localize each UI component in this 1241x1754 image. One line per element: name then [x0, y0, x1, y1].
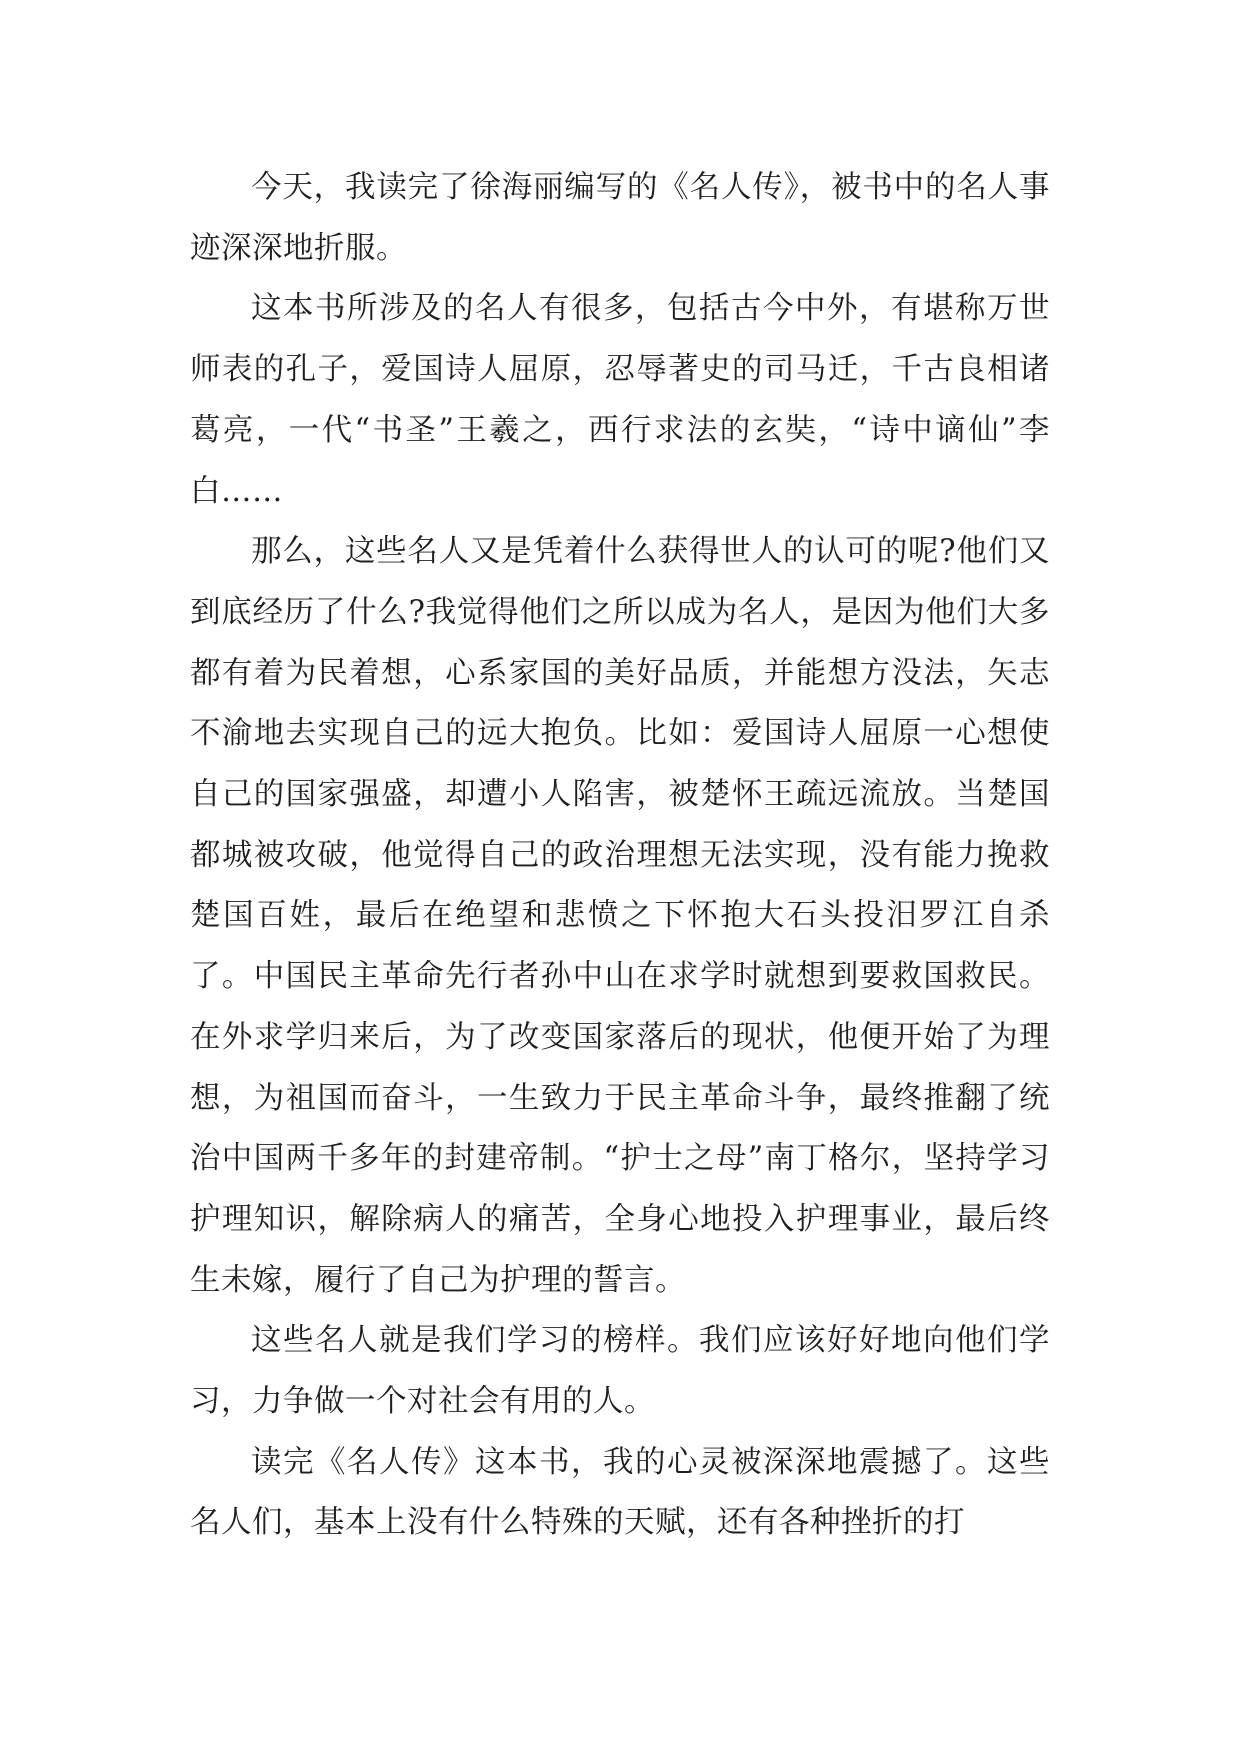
- paragraph-examples: 那么，这些名人又是凭着什么获得世人的认可的呢?他们又到底经历了什么?我觉得他们之所以成为名人，是因为他们大多都有着为民着想，心系家国的美好品质，并能想方没法，矢志不渝地去实现自己的远大抱负。比如：爱国诗人屈原一心想使自己的国家强盛，却遭小人陷害，被楚怀王疏远流放。当楚国都城被攻破，他觉得自己的政治理想无法实现，没有能力挽救楚国百姓，最后在绝望和悲愤之下怀抱大石头投汨罗江自杀了。中国民主革命先行者孙中山在求学时就想到要救国救民。在外求学归来后，为了改变国家落后的现状，他便开始了为理想，为祖国而奋斗，一生致力于民主革命斗争，最终推翻了统治中国两千多年的封建帝制。“护士之母”南丁格尔，坚持学习护理知识，解除病人的痛苦，全身心地投入护理事业，最后终生未嫁，履行了自己为护理的誓言。: [190, 534, 1050, 1298]
- paragraph-role-models: 这些名人就是我们学习的榜样。我们应该好好地向他们学习，力争做一个对社会有用的人。: [190, 1323, 1050, 1420]
- paragraph-intro: 今天，我读完了徐海丽编写的《名人传》，被书中的名人事迹深深地折服。: [190, 170, 1050, 266]
- document-body: [190, 158, 1050, 1554]
- paragraph-reflection: 读完《名人传》这本书，我的心灵被深深地震撼了。这些名人们，基本上没有什么特殊的天赋，还有各种挫折的打: [190, 1444, 1050, 1541]
- paragraph-famous-people-list: 这本书所涉及的名人有很多，包括古今中外，有堪称万世师表的孔子，爱国诗人屈原，忍辱著史的司马迁，千古良相诸葛亮，一代“书圣”王羲之，西行求法的玄奘，“诗中谪仙”李白……: [190, 291, 1050, 509]
